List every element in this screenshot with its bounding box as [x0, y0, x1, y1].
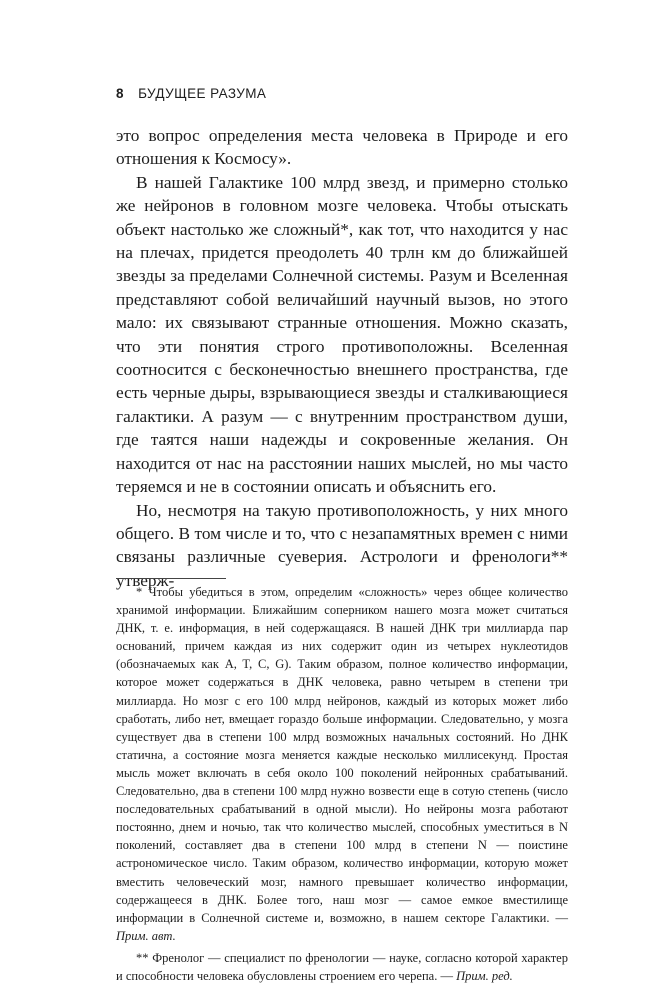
running-header — [116, 86, 266, 101]
paragraph-superstitions: Но, несмотря на такую противоположность, у них много общего. В том числе и то, что с незапамятных времен с ними связаны различные суеверия. Астрологи и френологи** утверж- — [116, 500, 568, 590]
running-title: БУДУЩЕЕ РАЗУМА — [138, 86, 267, 101]
paragraph-continuation: это вопрос определения места человека в Природе и его отношения к Космосу». — [116, 126, 568, 169]
paragraph-galaxy-neurons: В нашей Галактике 100 млрд звезд, и примерно столько же нейронов в головном мозге человека. Чтобы отыскать объект настолько же сложный*, как тот, что находится у нас на плечах, придется преодолеть 40 трлн км до ближайшей звезды за пределами Солнечной системы. Разум и Вселенная представляют собой величайший научный вызов, но этого мало: их связывают странные отношения. Можно сказать, что эти понятия строго противоположны. Вселенная соотносится с бесконечностью внешнего пространства, где есть черные дыры, взрывающиеся звезды и сталкивающиеся галактики. А разум — с внутренним пространством души, где таятся наши надежды и сокровенные желания. Он находится от нас на расстоянии наших мыслей, но мы часто теряемся и не в состоянии описать и объяснить его. — [116, 172, 568, 497]
footnote-phrenologist-source: Прим. ред. — [456, 968, 513, 983]
page-number: 8 — [116, 86, 124, 101]
footnote-complexity-source: Прим. авт. — [116, 928, 176, 943]
footnotes — [116, 583, 568, 985]
footnote-complexity-text: * Чтобы убедиться в этом, определим «сложность» через общее количество хранимой информации. Ближайшим соперником нашего мозга может считаться ДНК, т. е. информация, в ней содержащаяся. В нашей ДНК три миллиарда пар оснований, причем каждая из них содержит один из четырех нуклеотидов (обозначаемых как A, T, C, G). Таким образом, полное количество информации, которое может содержаться в ДНК человека, равно четырем в степени три миллиарда. Но мозг с его 100 млрд нейронов, каждый из которых может либо сработать, либо нет, вмещает гораздо больше информации. Следовательно, у мозга существует два в степени 100 млрд возможных начальных состояний. Но ДНК статична, а состояние мозга меняется каждые несколько миллисекунд. Простая мысль может включать в себя около 100 поколений нейронных срабатываний. Следовательно, два в степени 100 млрд нужно возвести еще в сотую степень (число последовательных срабатываний в одной мысли). Но нейроны мозга работают постоянно, днем и ночью, так что количество мыслей, способных уместиться в N поколений, составляет два в степени 100 млрд в степени N — поистине астрономическое число. Таким образом, количество информации, которую может вместить человеческий мозг, намного превышает количество информации, содержащееся в ДНК. Более того, наш мозг — самое емкое вместилище информации в Солнечной системе и, возможно, в нашем секторе Галактики. — — [116, 585, 568, 925]
footnote-phrenologist — [116, 949, 568, 985]
footnote-divider — [116, 578, 226, 579]
footnote-phrenologist-text: ** Френолог — специалист по френологии — науке, согласно которой характер и способности человека обусловлены строением его черепа. — — [116, 950, 568, 983]
main-text — [116, 124, 568, 592]
footnote-complexity — [116, 583, 568, 945]
